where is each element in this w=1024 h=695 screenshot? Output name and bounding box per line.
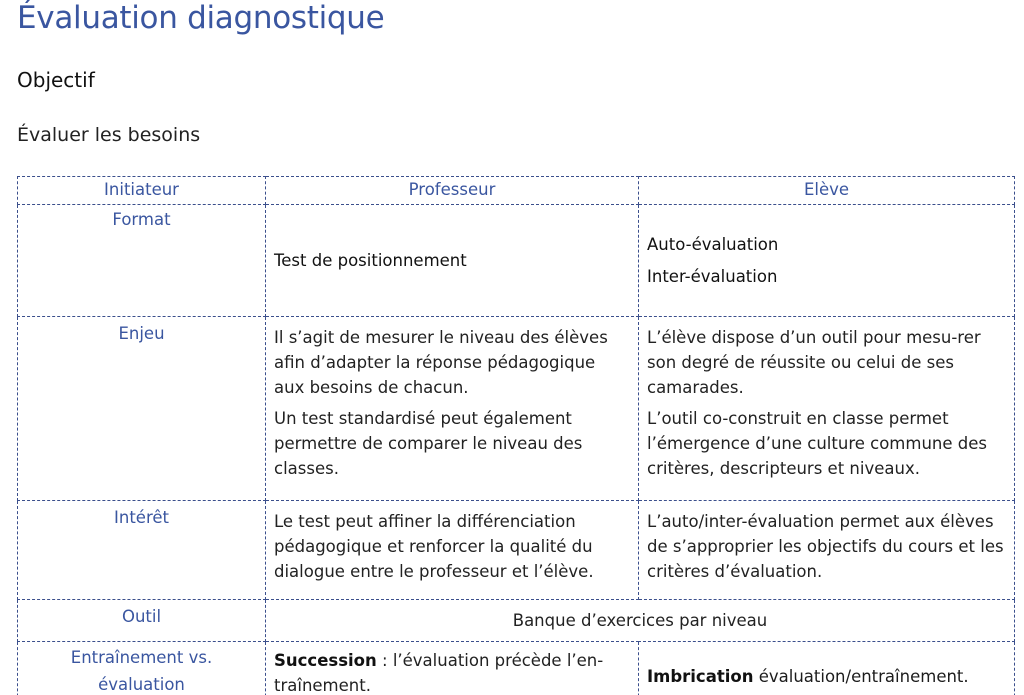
- paragraph-rest: : l’évaluation précède l’en-traînement.: [274, 651, 604, 695]
- row-label-entrainement: [18, 642, 266, 695]
- emphasis-term: Imbrication: [647, 667, 754, 686]
- entrainement-teacher-cell: [266, 642, 639, 695]
- table-header-row: [18, 177, 1015, 205]
- paragraph: L’auto/inter-évaluation permet aux élèves de s’approprier les objectifs du cours et les critères d’évaluation.: [647, 512, 1004, 581]
- table-row-enjeu: [18, 317, 1015, 501]
- paragraph: Un test standardisé peut également permettre de comparer le niveau des classes.: [274, 409, 583, 478]
- interet-teacher-cell: [266, 501, 639, 600]
- row-label-format: Format: [18, 205, 266, 317]
- paragraph: Le test peut affiner la différenciation pédagogique et renforcer la qualité du dialogue entre le professeur et l’élève.: [274, 512, 594, 581]
- label-line: évaluation: [98, 675, 185, 694]
- paragraph-rest: évaluation/entraînement.: [753, 667, 969, 686]
- evaluation-table: [17, 176, 1015, 695]
- row-label-interet: Intérêt: [18, 501, 266, 600]
- paragraph: [274, 648, 630, 695]
- format-student-line: Auto-évaluation: [647, 234, 779, 254]
- interet-student-cell: [639, 501, 1015, 600]
- table-row-interet: [18, 501, 1015, 600]
- entrainement-student-cell: [639, 642, 1015, 695]
- header-teacher: Professeur: [266, 177, 639, 205]
- page-title: Évaluation diagnostique: [17, 0, 385, 36]
- header-student: Elève: [639, 177, 1015, 205]
- objective-text: Évaluer les besoins: [17, 124, 201, 146]
- emphasis-term: Succession: [274, 651, 377, 670]
- format-student-cell: [639, 205, 1015, 317]
- objective-heading: Objectif: [17, 68, 95, 92]
- header-initiator: Initiateur: [18, 177, 266, 205]
- row-label-outil: Outil: [18, 600, 266, 642]
- table-row-outil: [18, 600, 1015, 642]
- paragraph: Il s’agit de mesurer le niveau des élèves afin d’adapter la réponse pédagogique aux besoins de chacun.: [274, 328, 608, 397]
- label-line: Entraînement vs.: [70, 648, 213, 667]
- paragraph: L’élève dispose d’un outil pour mesu-rer son degré de réussite ou celui de ses camarades.: [647, 328, 981, 397]
- table-row-format: [18, 205, 1015, 317]
- paragraph: L’outil co-construit en classe permet l’émergence d’une culture commune des critères, descripteurs et niveaux.: [647, 409, 987, 478]
- enjeu-teacher-cell: [266, 317, 639, 501]
- enjeu-student-cell: [639, 317, 1015, 501]
- outil-value-cell: Banque d’exercices par niveau: [266, 600, 1015, 642]
- row-label-enjeu: Enjeu: [18, 317, 266, 501]
- table-row-entrainement: [18, 642, 1015, 695]
- format-teacher-cell: Test de positionnement: [266, 205, 639, 317]
- format-student-line: Inter-évaluation: [647, 266, 778, 286]
